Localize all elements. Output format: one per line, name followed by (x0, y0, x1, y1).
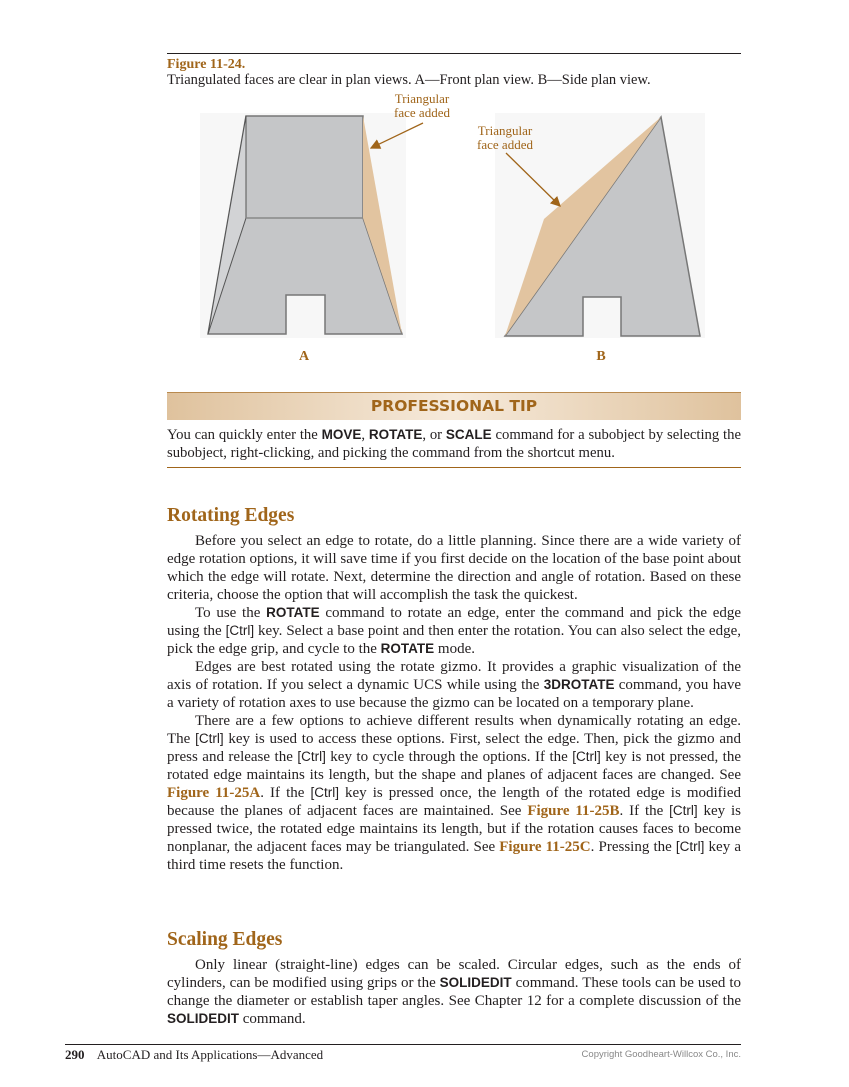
text-run: , (361, 427, 369, 443)
callout-a-line1: Triangular (394, 91, 450, 106)
text-run: There are a few options to achieve different results when dynamically rotating an edge. The (167, 713, 741, 747)
callout-b-line2: face added (477, 137, 533, 152)
section-heading-scaling-edges: Scaling Edges (167, 929, 283, 950)
text-run: key. Select a base point and then enter the rotation. You can also select the edge, pick the edge grip, and cycle to the (167, 623, 741, 657)
text-run: key to cycle through the options. If the (325, 749, 573, 765)
key-name: [Ctrl] (572, 749, 601, 764)
text-run: Edges are best rotated using the rotate gizmo. It provides a graphic visualization of the axis of rotation. If you select a dynamic UCS while using the (167, 659, 741, 693)
text-run: mode. (434, 641, 475, 657)
section-heading-rotating-edges: Rotating Edges (167, 505, 295, 526)
text-run: command for a subobject by selecting the subobject, right-clicking, and picking the command from the shortcut menu. (167, 427, 742, 461)
callout-a-line2: face added (394, 105, 450, 120)
text-run: Only linear (straight-line) edges can be scaled. Circular edges, such as the ends of cylinders, can be modified using grips or the (167, 957, 741, 991)
text-run: key a third time resets the function. (167, 839, 741, 873)
text-run: . If the (260, 785, 311, 801)
paragraph (167, 658, 741, 712)
footer-rule (65, 1044, 741, 1045)
figure-title: Figure 11-24. (167, 57, 246, 72)
text-run: command, you have a variety of rotation axes to use because the gizmo can be located on a temporary plane. (167, 677, 742, 711)
command-name: ROTATE (266, 605, 320, 620)
section-body-rotating-edges (167, 532, 741, 874)
text-run: . If the (619, 803, 670, 819)
command-name: ROTATE (380, 641, 435, 656)
view-label-b: B (596, 349, 606, 364)
paragraph (167, 604, 741, 658)
key-name: [Ctrl] (225, 623, 255, 638)
text-run: You can quickly enter the (167, 427, 322, 443)
text-run: . Pressing the (590, 839, 676, 855)
paragraph (167, 956, 741, 1028)
text-run: command. These tools can be used to change the diameter or establish taper angles. See Chapter 12 for a complete discussion of the (167, 975, 741, 1009)
copyright: Copyright Goodheart-Willcox Co., Inc. (581, 1049, 741, 1060)
page-number: 290 (65, 1047, 85, 1062)
text-run: key is pressed twice, the rotated edge maintains its length, but if the rotation causes faces to become nonplanar, the adjacent faces may be triangulated. See (167, 803, 741, 855)
paragraph (167, 712, 741, 874)
professional-tip-text (167, 426, 741, 462)
key-name: [Ctrl] (675, 839, 705, 854)
command-name: SOLIDEDIT (439, 975, 512, 990)
figure-illustration (0, 0, 849, 380)
key-name: [Ctrl] (669, 803, 698, 818)
section-body-scaling-edges (167, 956, 741, 1028)
figure-reference-link[interactable]: Figure 11-25C (499, 839, 591, 855)
figure-reference-link[interactable]: Figure 11-25B (527, 803, 620, 819)
text-run: command. (239, 1011, 306, 1027)
command-name: MOVE (321, 427, 362, 442)
page-footer (65, 1047, 741, 1063)
key-name: [Ctrl] (297, 749, 326, 764)
text-run: Before you select an edge to rotate, do a little planning. Since there are a wide variety of edge rotation options, it will save time if you first decide on the location of the base point about which the edge will rotate. Next, determine the direction and angle of rotation. Based on these criteria, choose the option that will accomplish the task the quickest. (167, 533, 741, 603)
paragraph (167, 532, 741, 604)
key-name: [Ctrl] (195, 731, 224, 746)
text-run: key is used to access these options. First, select the edge. Then, pick the gizmo and press and release the (167, 731, 741, 765)
text-run: To use the (195, 605, 267, 621)
callout-b-line1: Triangular (477, 123, 533, 138)
figure-reference-link[interactable]: Figure 11-25A (167, 785, 261, 801)
view-label-a: A (298, 349, 310, 364)
book-title: AutoCAD and Its Applications—Advanced (96, 1047, 324, 1062)
text-run: , or (422, 427, 446, 443)
professional-tip-heading: PROFESSIONAL TIP (167, 392, 741, 420)
command-name: ROTATE (368, 427, 423, 442)
command-name: 3DROTATE (543, 677, 615, 692)
text-run: key is pressed once, the length of the rotated edge is modified because the planes of adjacent faces are maintained. See (167, 785, 741, 819)
text-run: command to rotate an edge, enter the command and pick the edge using the (167, 605, 742, 639)
command-name: SCALE (445, 427, 492, 442)
text-run: key is not pressed, the rotated edge maintains its length, but the shape and planes of adjacent faces are changed. See (167, 749, 741, 783)
key-name: [Ctrl] (310, 785, 339, 800)
tip-bottom-rule (167, 467, 741, 468)
command-name: SOLIDEDIT (167, 1011, 240, 1026)
figure-caption: Triangulated faces are clear in plan views. A—Front plan view. B—Side plan view. (167, 72, 651, 88)
